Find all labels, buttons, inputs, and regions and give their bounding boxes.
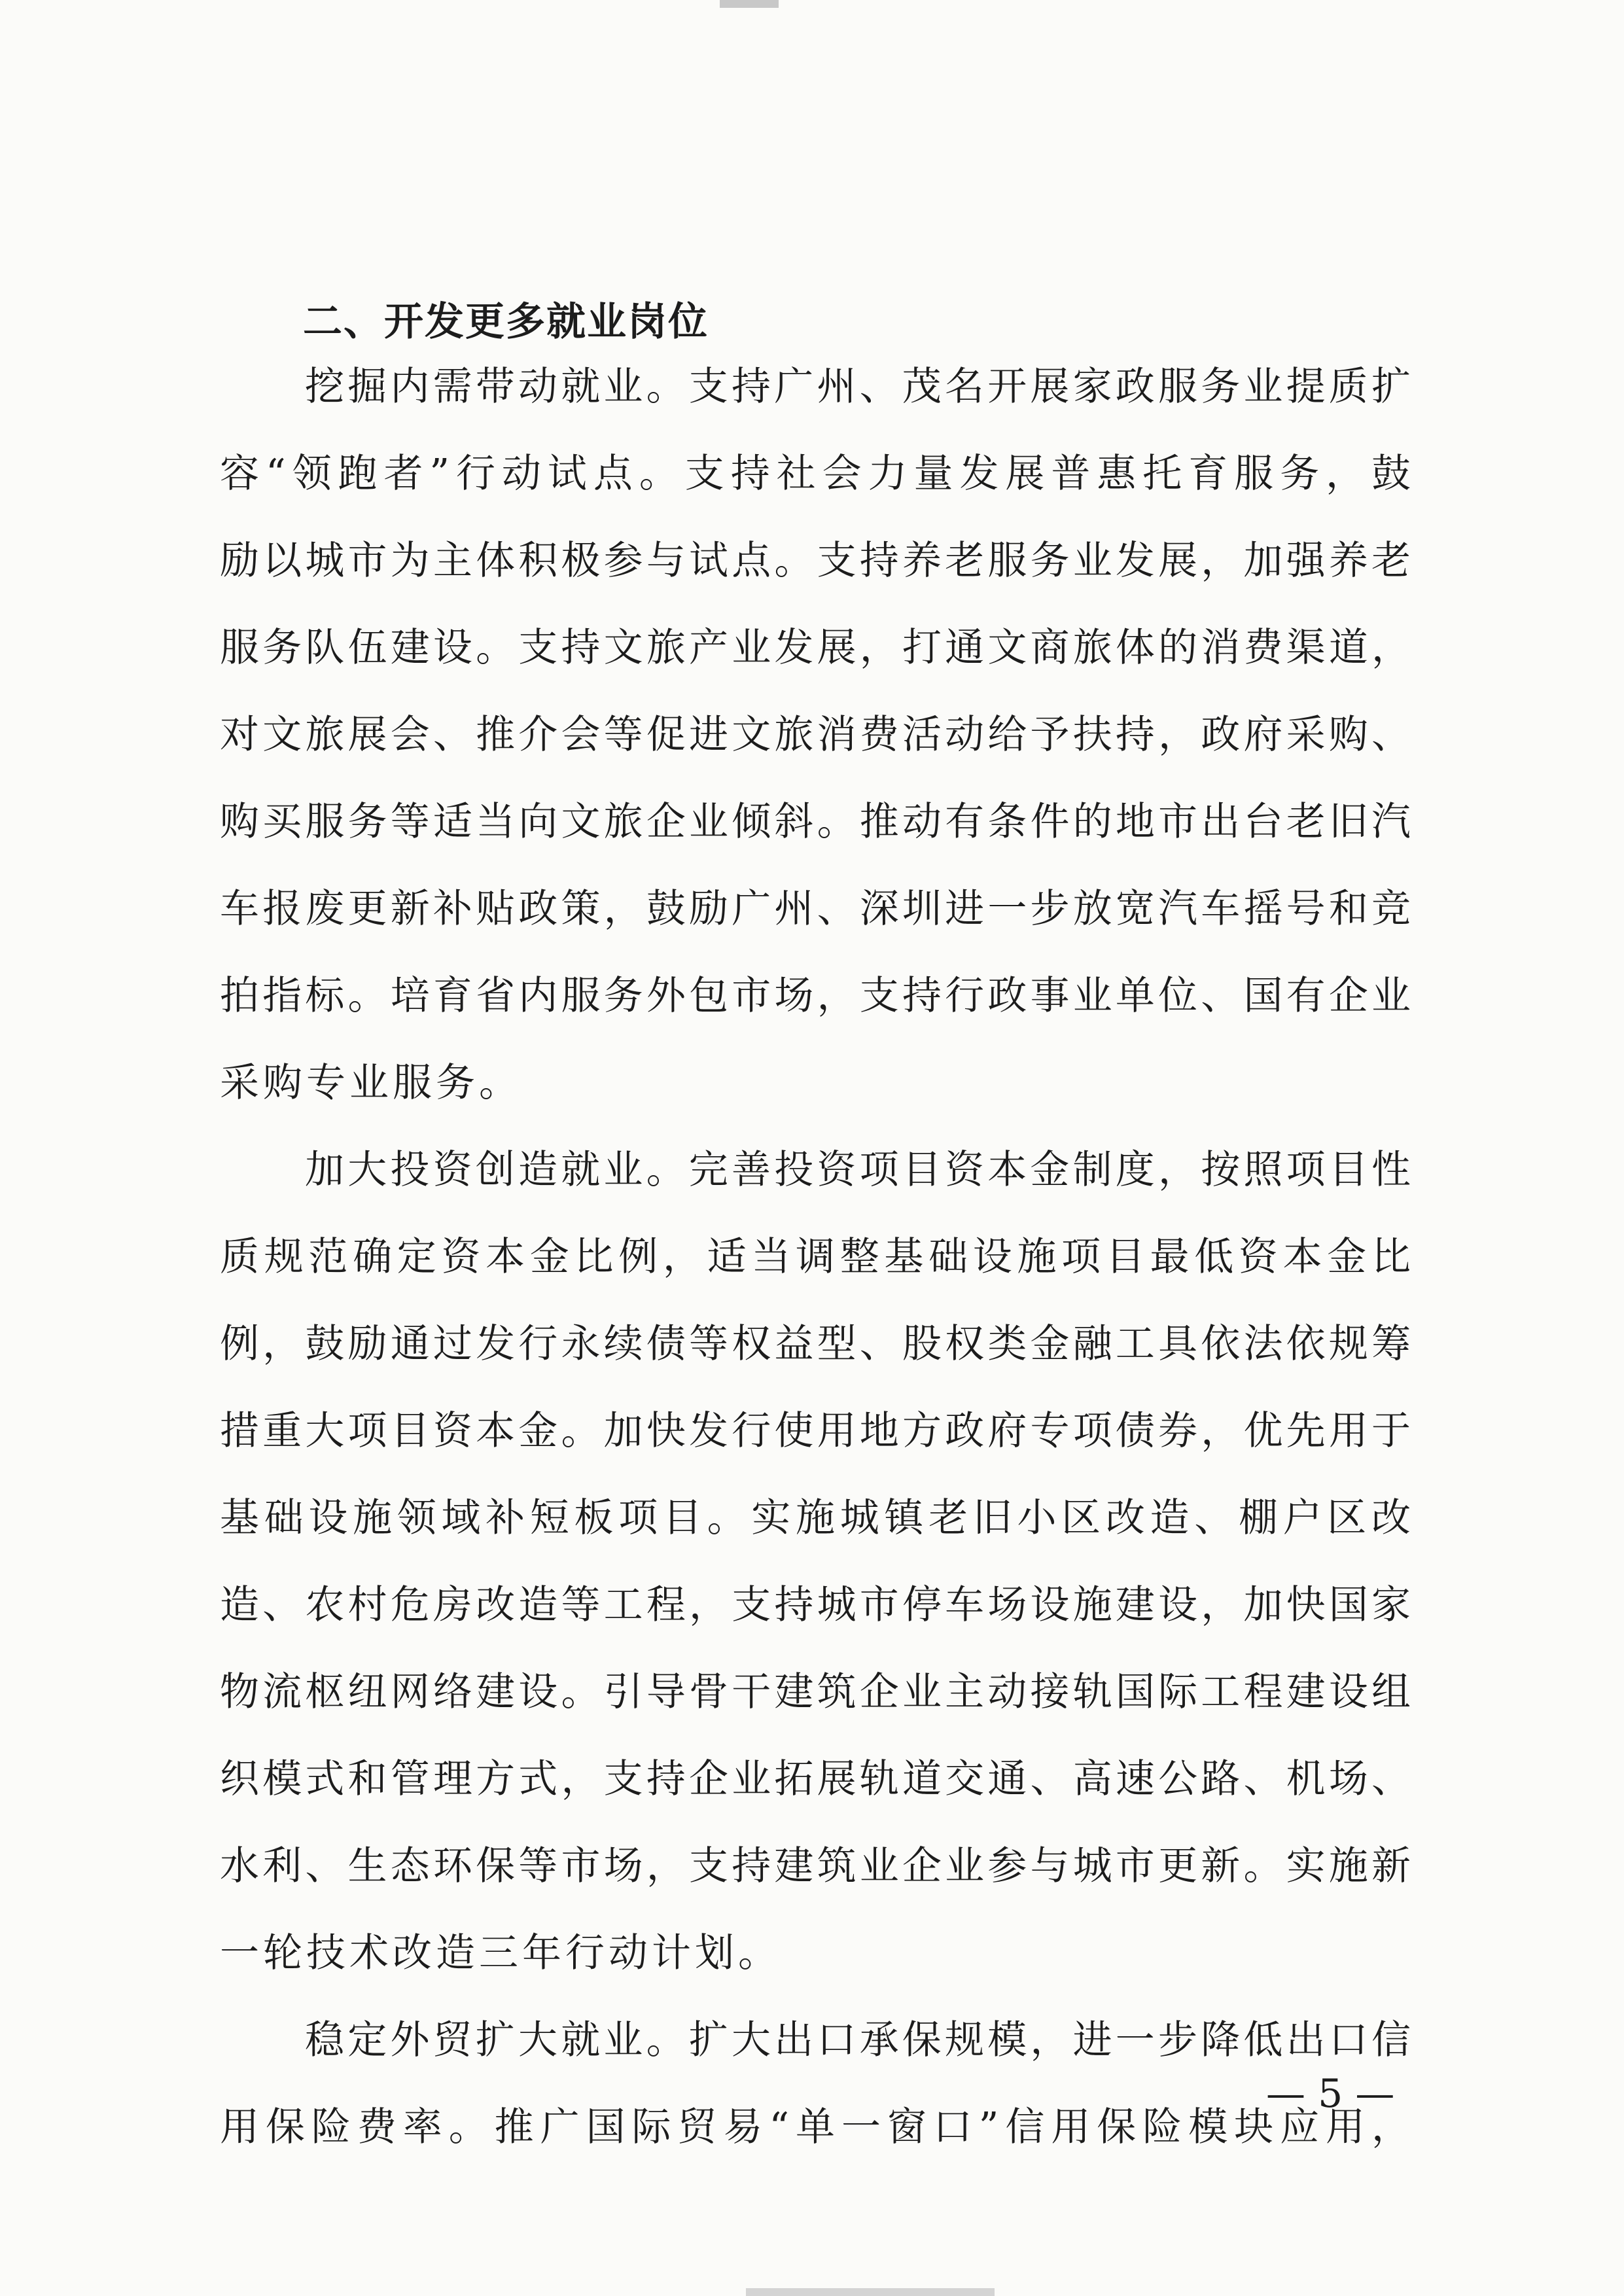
section-heading: 二、开发更多就业岗位: [303, 299, 709, 345]
scan-bottom-mark: [746, 2288, 995, 2296]
paragraph-1-line-8: 拍指标。培育省内服务外包市场，支持行政事业单位、国有企业: [220, 973, 1411, 1019]
paragraph-3-line-1: 稳定外贸扩大就业。扩大出口承保规模，进一步降低出口信: [305, 2017, 1411, 2063]
paragraph-2-line-6: 造、农村危房改造等工程，支持城市停车场设施建设，加快国家: [220, 1582, 1411, 1628]
paragraph-1-line-2: 容“领跑者”行动试点。支持社会力量发展普惠托育服务，鼓: [220, 451, 1411, 497]
paragraph-2-line-2: 质规范确定资本金比例，适当调整基础设施项目最低资本金比: [220, 1234, 1411, 1280]
paragraph-1-line-1: 挖掘内需带动就业。支持广州、茂名开展家政服务业提质扩: [305, 364, 1411, 410]
paragraph-1-line-6: 购买服务等适当向文旅企业倾斜。推动有条件的地市出台老旧汽: [220, 799, 1411, 845]
paragraph-1-line-7: 车报废更新补贴政策，鼓励广州、深圳进一步放宽汽车摇号和竞: [220, 886, 1411, 932]
paragraph-2-line-5: 基础设施领域补短板项目。实施城镇老旧小区改造、棚户区改: [220, 1495, 1411, 1541]
paragraph-3-line-2: 用保险费率。推广国际贸易“单一窗口”信用保险模块应用，: [220, 2104, 1411, 2150]
paragraph-1-line-4: 服务队伍建设。支持文旅产业发展，打通文商旅体的消费渠道，: [220, 625, 1411, 671]
scan-top-mark: [720, 0, 779, 8]
page-number: — 5 —: [1266, 2071, 1395, 2117]
paragraph-2-line-8: 织模式和管理方式，支持企业拓展轨道交通、高速公路、机场、: [220, 1756, 1411, 1802]
paragraph-2-line-3: 例，鼓励通过发行永续债等权益型、股权类金融工具依法依规筹: [220, 1321, 1411, 1367]
paragraph-2-line-10: 一轮技术改造三年行动计划。: [220, 1930, 781, 1976]
paragraph-1-line-5: 对文旅展会、推介会等促进文旅消费活动给予扶持，政府采购、: [220, 712, 1411, 758]
paragraph-2-line-9: 水利、生态环保等市场，支持建筑业企业参与城市更新。实施新: [220, 1843, 1411, 1889]
paragraph-1-line-3: 励以城市为主体积极参与试点。支持养老服务业发展，加强养老: [220, 538, 1411, 584]
paragraph-2-line-4: 措重大项目资本金。加快发行使用地方政府专项债券，优先用于: [220, 1408, 1411, 1454]
paragraph-2-line-7: 物流枢纽网络建设。引导骨干建筑企业主动接轨国际工程建设组: [220, 1669, 1411, 1715]
paragraph-2-line-1: 加大投资创造就业。完善投资项目资本金制度，按照项目性: [305, 1147, 1411, 1193]
paragraph-1-line-9: 采购专业服务。: [220, 1060, 522, 1106]
